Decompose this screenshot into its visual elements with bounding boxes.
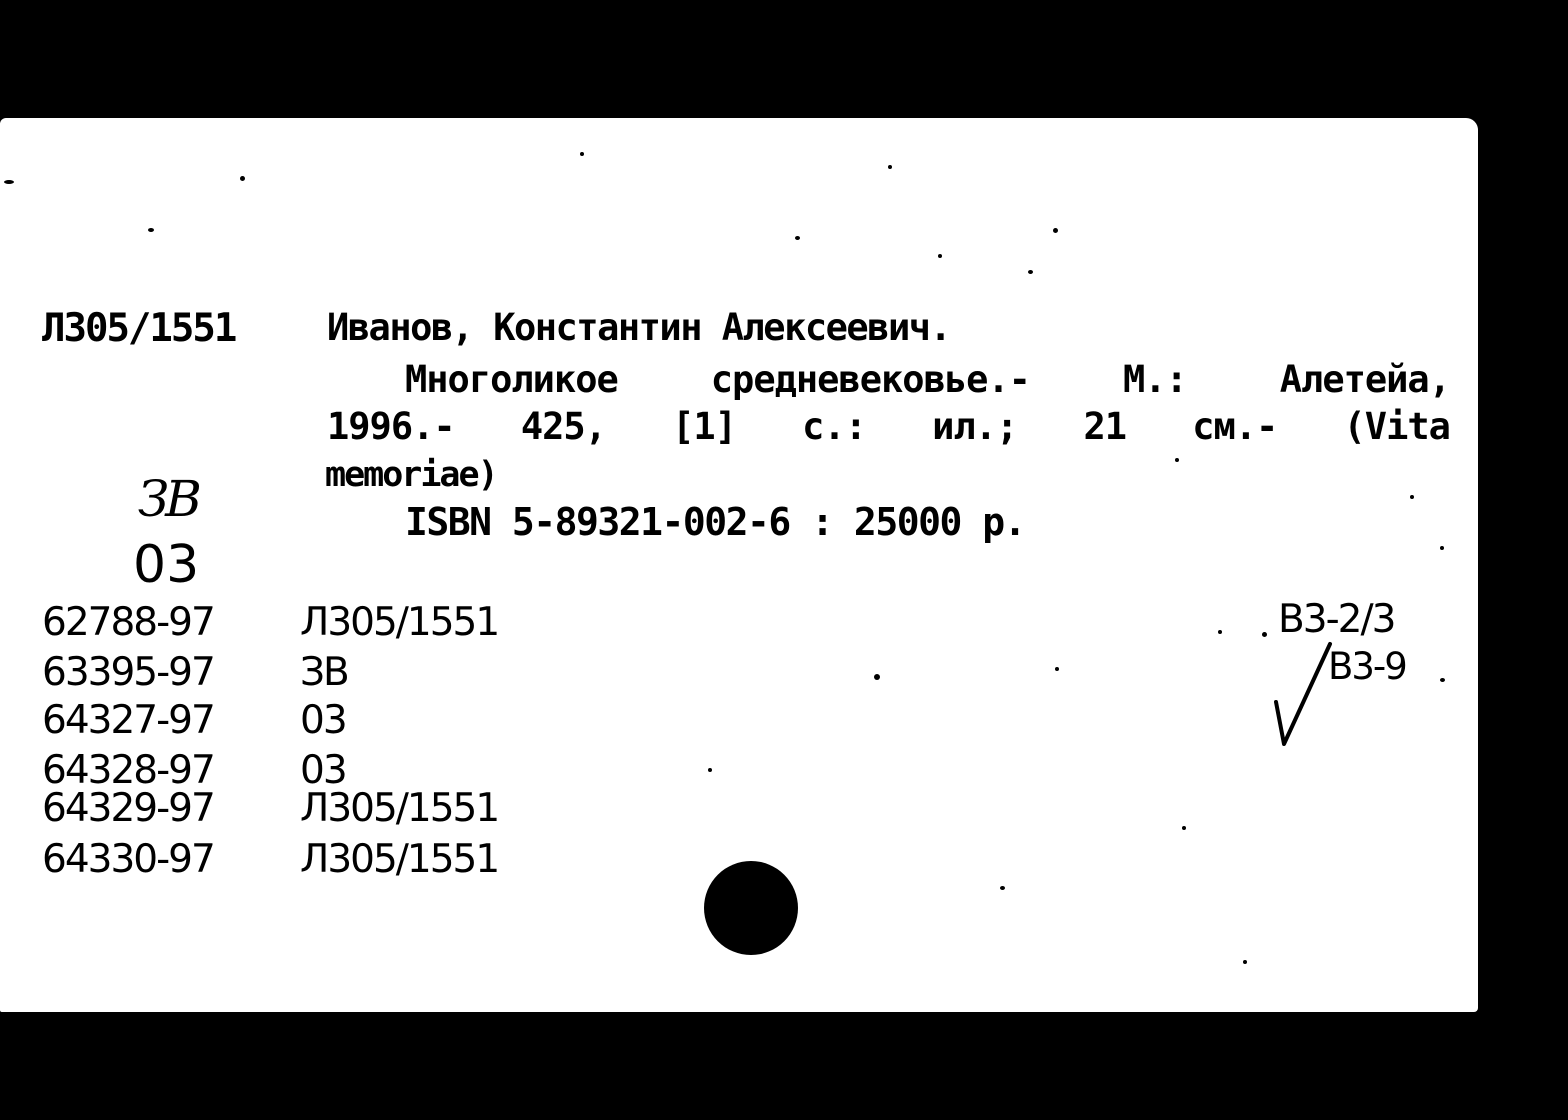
scan-speck [1440,546,1444,550]
scan-speck [795,236,800,240]
inventory-location: 03 [300,698,346,743]
description-word: (Vita [1343,405,1450,448]
description-word: см.- [1192,405,1278,448]
scan-speck [4,180,14,184]
author-heading: Иванов, Константин Алексеевич. [327,306,951,349]
description-line-3: memoriae) [325,455,497,495]
scan-speck [874,674,880,680]
description-word: Алетейа, [1279,358,1450,401]
shelf-mark: В3-2/3 [1278,597,1395,642]
description-word: Многоликое [405,358,618,401]
description-word: ил.; [932,405,1018,448]
scan-speck [938,254,942,258]
description-word: 1996.- [327,405,455,448]
description-word: М.: [1122,358,1187,401]
inventory-number: 64328-97 [42,748,214,793]
list-item [42,837,498,884]
description-word: с.: [802,405,866,448]
scan-speck [580,152,584,156]
scan-speck [1440,678,1445,682]
inventory-location: Л305/1551 [300,837,499,882]
scan-speck [708,768,712,772]
scan-speck [1028,270,1033,274]
inventory-number: 64329-97 [42,786,214,831]
call-number: Л305/1551 [42,306,236,351]
checkmark-icon [1268,640,1338,750]
inventory-location: Л305/1551 [300,600,499,645]
description-word: 425, [520,405,606,448]
description-line-1 [405,358,1450,401]
handwritten-mark-03: 03 [133,535,200,595]
description-line-2 [327,405,1450,448]
isbn-price: ISBN 5-89321-002-6 : 25000 р. [405,500,1025,544]
scan-speck [1410,495,1414,499]
scan-speck [1053,228,1058,233]
inventory-location: ЗВ [300,650,348,695]
list-item [42,698,346,745]
inventory-number: 62788-97 [42,600,214,645]
inventory-number: 63395-97 [42,650,214,695]
inventory-number: 64327-97 [42,698,214,743]
handwritten-mark-zv: ЗВ [138,470,198,528]
punch-hole [704,861,798,955]
list-item [42,786,498,833]
scan-speck [1000,886,1005,890]
scan-speck [1262,632,1267,637]
inventory-location: 03 [300,748,346,793]
scan-speck [1218,630,1222,634]
inventory-location: Л305/1551 [300,786,499,831]
list-item [42,600,498,647]
description-word: [1] [672,405,736,448]
scan-speck [1055,667,1059,671]
scan-speck [888,165,892,169]
scan-speck [1182,826,1186,830]
list-item [42,650,348,697]
scan-speck [1175,458,1179,462]
inventory-number: 64330-97 [42,837,214,882]
scan-speck [1243,960,1247,964]
description-word: средневековье.- [710,358,1030,401]
scan-speck [148,228,154,232]
description-word: 21 [1083,405,1127,448]
shelf-mark: В3-9 [1328,645,1406,688]
scan-speck [240,176,245,181]
